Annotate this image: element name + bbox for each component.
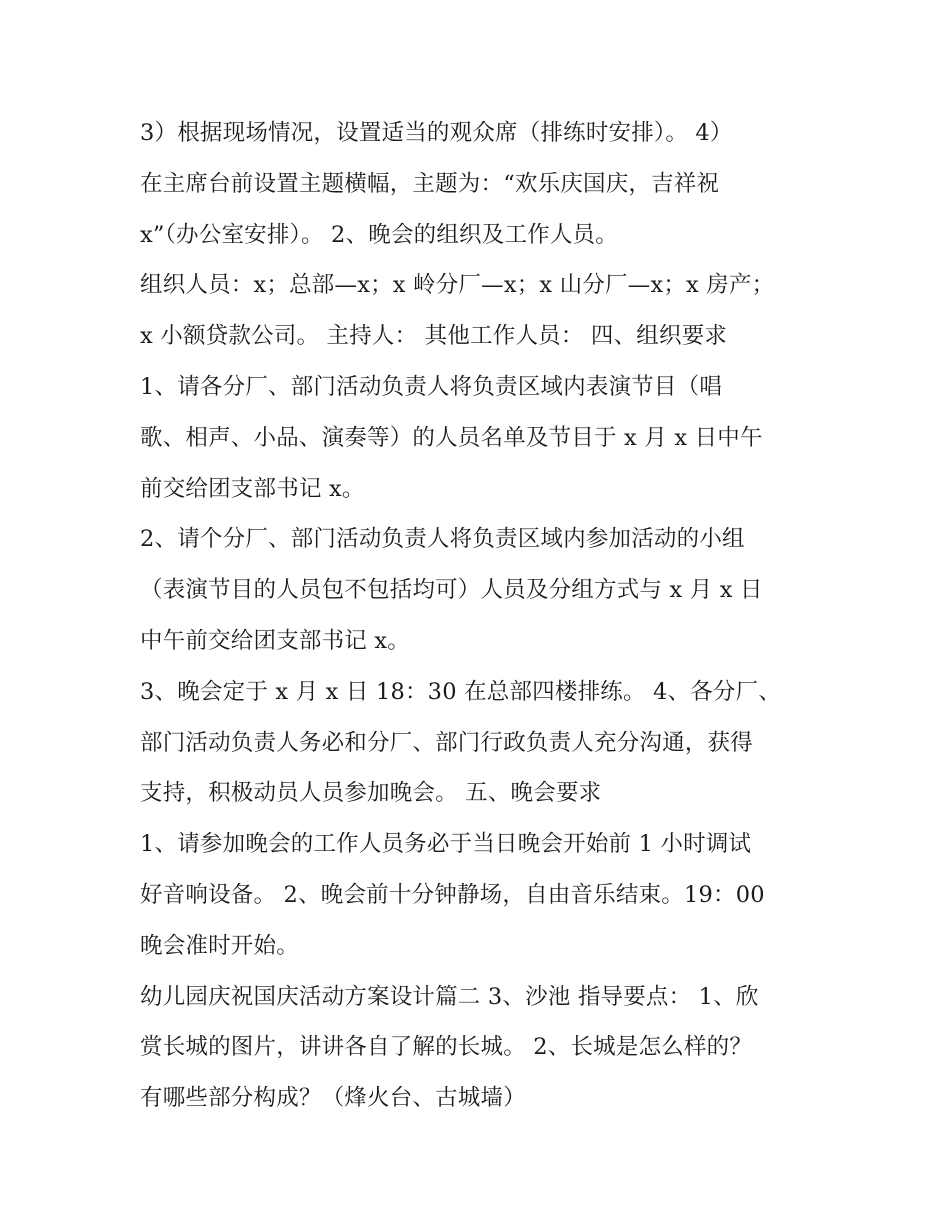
text-line: 中午前交给团支部书记 x。 bbox=[140, 627, 410, 654]
text-line: 1、请各分厂、部门活动负责人将负责区域内表演节目（唱 bbox=[140, 373, 723, 400]
text-line: 2、请个分厂、部门活动负责人将负责区域内参加活动的小组 bbox=[140, 526, 745, 553]
text-line: 部门活动负责人务必和分厂、部门行政负责人充分沟通，获得 bbox=[140, 729, 753, 756]
body-text bbox=[140, 108, 830, 1124]
text-line: 赏长城的图片，讲讲各自了解的长城。 2、长城是怎么样的？ bbox=[140, 1034, 753, 1061]
text-line: 好音响设备。 2、晚会前十分钟静场，自由音乐结束。19：00 bbox=[140, 881, 765, 908]
text-line: x 小额贷款公司。 主持人： 其他工作人员： 四、组织要求 bbox=[140, 323, 728, 350]
text-line: 在主席台前设置主题横幅，主题为：“欢乐庆国庆，吉祥祝 bbox=[140, 170, 720, 197]
text-line: x”（办公室安排）。 2、晚会的组织及工作人员。 bbox=[140, 221, 618, 248]
text-line: 幼儿园庆祝国庆活动方案设计篇二 3、沙池 指导要点： 1、欣 bbox=[140, 983, 759, 1010]
text-line: 歌、相声、小品、演奏等）的人员名单及节目于 x 月 x 日中午 bbox=[140, 424, 763, 451]
text-line: 组织人员：x；总部—x；x 岭分厂—x；x 山分厂—x；x 房产； bbox=[140, 272, 775, 299]
text-line: 3、晚会定于 x 月 x 日 18：30 在总部四楼排练。 4、各分厂、 bbox=[140, 678, 782, 705]
text-line: 前交给团支部书记 x。 bbox=[140, 475, 365, 502]
text-line: 有哪些部分构成？（烽火台、古城墙） bbox=[140, 1085, 526, 1112]
text-line: 1、请参加晚会的工作人员务必于当日晚会开始前 1 小时调试 bbox=[140, 831, 752, 858]
text-line: （表演节目的人员包不包括均可）人员及分组方式与 x 月 x 日 bbox=[140, 577, 763, 604]
text-line: 支持，积极动员人员参加晚会。 五、晚会要求 bbox=[140, 780, 602, 807]
text-line: 3）根据现场情况，设置适当的观众席（排练时安排）。 4） bbox=[140, 120, 733, 146]
text-line: 晚会准时开始。 bbox=[140, 932, 299, 959]
